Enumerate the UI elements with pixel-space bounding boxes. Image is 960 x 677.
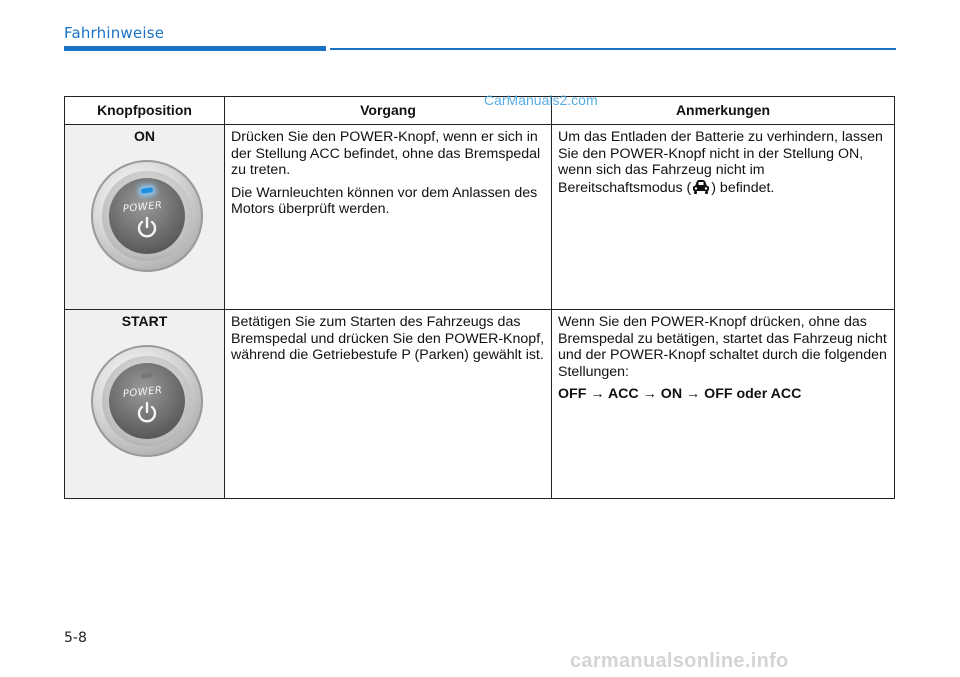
vorgang-cell-on	[225, 125, 552, 310]
anmerkungen-on-text-before: Um das Entladen der Batterie zu verhindern, lassen Sie den POWER-Knopf nicht in der Stellung ON, wenn sich das Fahrzeug nicht im Bereitschaftsmodus (	[558, 129, 883, 196]
position-cell-start	[65, 310, 225, 499]
table-row-start	[65, 310, 895, 499]
table-row-on	[65, 125, 895, 310]
watermark-top: CarManuals2.com	[484, 92, 598, 108]
power-symbol-icon	[135, 216, 159, 240]
header-anmerkungen: Anmerkungen	[552, 97, 895, 125]
watermark-bottom: carmanualsonline.info	[570, 650, 789, 672]
power-button-table	[64, 96, 895, 499]
power-button-on-image	[65, 146, 224, 296]
header-vorgang: Vorgang	[225, 97, 552, 125]
table-header-row	[65, 97, 895, 125]
position-label-start: START	[121, 313, 168, 329]
sequence-step-1: OFF	[558, 386, 587, 402]
power-button-label: POWER	[122, 199, 163, 216]
ready-car-icon	[691, 179, 711, 195]
page-number: 5-8	[64, 630, 87, 646]
header-rule-thick	[64, 46, 326, 51]
vorgang-start-paragraph-1: Betätigen Sie zum Starten des Fahrzeugs das Bremspedal und drücken Sie den POWER-Knopf, während die Getriebestufe P (Parken) gewählt ist.	[231, 314, 545, 363]
sequence-step-2: ACC	[607, 386, 639, 402]
section-title: Fahrhinweise	[64, 24, 165, 42]
power-button-start-image	[65, 331, 224, 481]
position-cell-on	[65, 125, 225, 310]
power-button-label: POWER	[122, 384, 163, 401]
vorgang-on-paragraph-2: Die Warnleuchten können vor dem Anlassen des Motors überprüft werden.	[231, 184, 538, 217]
anmerkungen-cell-on	[552, 125, 895, 310]
power-button-led-lit	[141, 187, 154, 194]
position-label-on: ON	[134, 128, 155, 144]
power-button-led-off	[141, 372, 154, 379]
header-rule-thin	[330, 48, 896, 50]
sequence-step-3: ON	[660, 386, 683, 402]
vorgang-on-paragraph-1: Drücken Sie den POWER-Knopf, wenn er sich in der Stellung ACC befindet, ohne das Bremspedal zu treten.	[231, 129, 541, 178]
power-symbol-icon	[135, 401, 159, 425]
vorgang-cell-start	[225, 310, 552, 499]
sequence-line	[558, 386, 888, 403]
anmerkungen-cell-start	[552, 310, 895, 499]
sequence-arrow-icon: →	[686, 386, 701, 402]
anmerkungen-on-text-after: ) befindet.	[711, 179, 775, 196]
sequence-arrow-icon: →	[590, 386, 605, 402]
header-knopfposition: Knopfposition	[65, 97, 225, 125]
sequence-arrow-icon: →	[642, 386, 657, 402]
anmerkungen-start-paragraph: Wenn Sie den POWER-Knopf drücken, ohne das Bremspedal zu betätigen, startet das Fahrzeug nicht und der POWER-Knopf schaltet durch die folgenden Stellungen:	[558, 314, 887, 380]
sequence-step-4: OFF oder ACC	[704, 386, 802, 402]
